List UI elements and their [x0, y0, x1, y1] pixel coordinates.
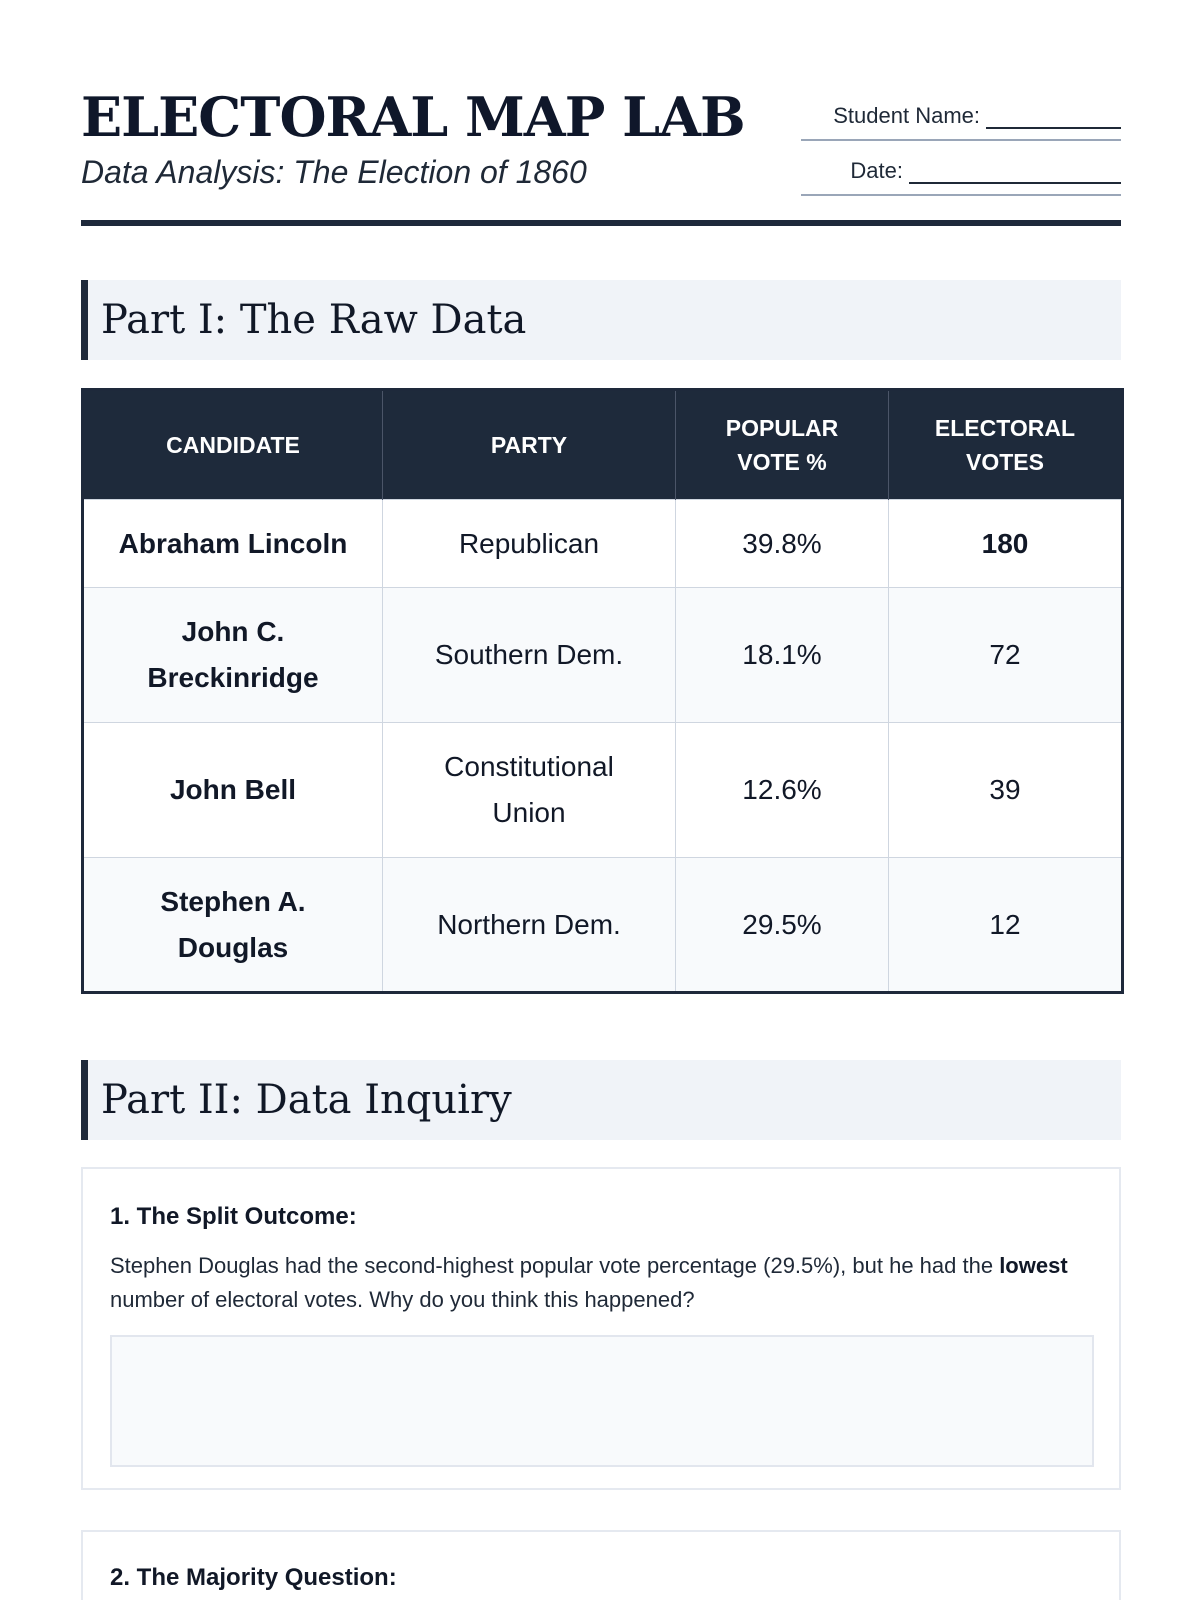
section-heading-part2	[81, 1060, 1121, 1140]
question-emphasis: lowest	[999, 1253, 1068, 1278]
candidate-cell: Abraham Lincoln	[83, 500, 383, 588]
page-subtitle: Data Analysis: The Election of 1860	[81, 154, 587, 190]
party-cell: Southern Dem.	[383, 588, 676, 723]
date-label: Date:	[850, 158, 903, 183]
date-field[interactable]	[801, 141, 1121, 196]
table-row	[83, 858, 1123, 993]
table-row	[83, 500, 1123, 588]
student-name-label: Student Name:	[833, 103, 980, 128]
table-row	[83, 588, 1123, 723]
candidate-cell: John Bell	[83, 723, 383, 858]
electoral-votes-cell: 180	[889, 500, 1123, 588]
column-header-popular-vote: POPULAR VOTE %	[676, 390, 889, 500]
section-heading-part1	[81, 280, 1121, 360]
popular-vote-cell: 29.5%	[676, 858, 889, 993]
question-text-part: Stephen Douglas had the second-highest popular vote percentage (29.5%), but he had the	[110, 1253, 1000, 1278]
table-header-row	[83, 390, 1123, 500]
candidate-cell: John C. Breckinridge	[83, 588, 383, 723]
answer-box[interactable]	[110, 1335, 1094, 1467]
column-header-electoral-votes: ELECTORAL VOTES	[889, 390, 1123, 500]
election-results-table	[81, 388, 1124, 994]
part1-heading: Part I: The Raw Data	[101, 297, 527, 343]
question-title: 1. The Split Outcome:	[110, 1203, 357, 1230]
popular-vote-cell: 39.8%	[676, 500, 889, 588]
popular-vote-cell: 12.6%	[676, 723, 889, 858]
party-cell: Republican	[383, 500, 676, 588]
worksheet-header	[81, 86, 1121, 226]
column-header-party: PARTY	[383, 390, 676, 500]
student-info-fields	[801, 86, 1121, 196]
question-title: 2. The Majority Question:	[110, 1564, 397, 1591]
electoral-votes-cell: 72	[889, 588, 1123, 723]
question-card-1	[81, 1167, 1121, 1490]
student-name-blank[interactable]	[986, 113, 1121, 129]
student-name-field[interactable]	[801, 86, 1121, 141]
party-cell: Constitutional Union	[383, 723, 676, 858]
question-card-2	[81, 1530, 1121, 1600]
table-row	[83, 723, 1123, 858]
page-title: ELECTORAL MAP LAB	[81, 85, 745, 149]
part2-heading: Part II: Data Inquiry	[101, 1077, 512, 1123]
popular-vote-cell: 18.1%	[676, 588, 889, 723]
electoral-votes-cell: 39	[889, 723, 1123, 858]
header-divider	[81, 220, 1121, 226]
question-prompt	[110, 1249, 1092, 1317]
question-text-part: number of electoral votes. Why do you think this happened?	[110, 1287, 695, 1312]
party-cell: Northern Dem.	[383, 858, 676, 993]
candidate-cell: Stephen A. Douglas	[83, 858, 383, 993]
date-blank[interactable]	[909, 168, 1121, 184]
column-header-candidate: CANDIDATE	[83, 390, 383, 500]
electoral-votes-cell: 12	[889, 858, 1123, 993]
